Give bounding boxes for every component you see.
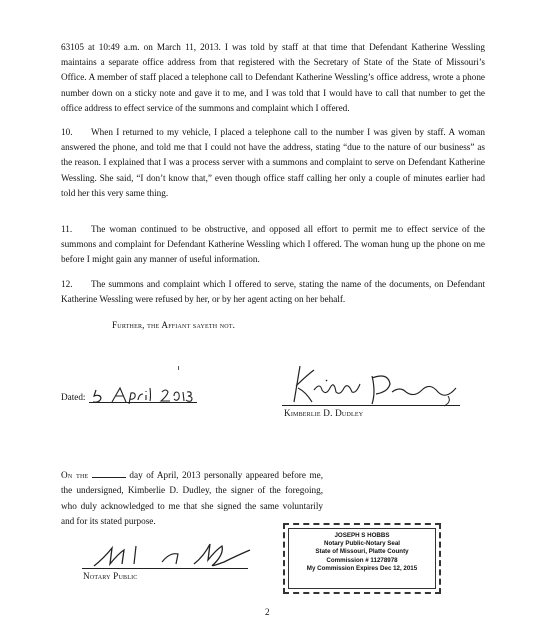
seal-line: Notary Public-Notary Seal	[324, 540, 400, 548]
ink-mark	[178, 366, 179, 370]
notary-seal-content	[288, 528, 436, 589]
seal-line: My Commission Expires Dec 12, 2015	[306, 564, 418, 572]
page-number: 2	[265, 607, 270, 617]
seal-line: Commission # 11278978	[326, 556, 398, 564]
paragraph-text: 63105 at 10:49 a.m. on March 11, 2013. I was told by staff at that time that Defendant Katherine Wessling maintains a separate office address from that registered with the Secretary of State of the State of Missouri’s Office. A member of staff placed a telephone call to Defendant Katherine Wessling’s office address, wrote a phone number down on a sticky note and gave it to me, and I was told that I would have to call that number to get the office address to effect service of the summons and complaint which I offered.	[61, 42, 485, 113]
paragraph-number: 10.	[61, 127, 73, 137]
further-statement: Further, the Affiant sayeth not.	[112, 320, 236, 330]
notary-label: Notary Public	[83, 571, 138, 581]
paragraph-text: The summons and complaint which I offered to serve, stating the name of the documents, on Defendant Katherine Wessling were refused by her, or by her agent acting on her behalf.	[61, 279, 485, 305]
paragraph-continuation	[61, 40, 485, 116]
notary-signature-line	[82, 568, 248, 569]
affiant-name: Kimberlie D. Dudley	[284, 408, 364, 418]
seal-line: JOSEPH S HOBBS	[334, 532, 390, 539]
ack-prefix: On the	[61, 470, 89, 480]
notary-seal-stamp	[283, 523, 441, 594]
affiant-signature-line	[282, 405, 460, 406]
paragraph-number: 11.	[61, 224, 73, 234]
paragraph-11	[61, 222, 485, 268]
seal-line: State of Missouri, Platte County	[315, 548, 409, 556]
paragraph-12	[61, 277, 485, 307]
ack-text: day of April, 2013 personally appeared before me, the undersigned, Kimberlie D. Dudley, the signer of the foregoing, who duly acknowledged to me that she signed the same voluntarily and for its stated purpose.	[61, 470, 323, 527]
paragraph-10	[61, 125, 485, 201]
dated-label: Dated:	[61, 392, 86, 402]
paragraph-text: The woman continued to be obstructive, and opposed all effort to permit me to effect service of the summons and complaint for Defendant Katherine Wessling which I offered. The woman hung up the phone on me before I might gain any manner of useful information.	[61, 224, 485, 265]
affiant-signature	[280, 362, 470, 408]
notary-signature	[90, 534, 260, 570]
day-blank	[92, 468, 126, 478]
dated-underline	[89, 402, 197, 403]
paragraph-text: When I returned to my vehicle, I placed a telephone call to the number I was given by staff. A woman answered the phone, and told me that I could not have the address, stating “due to the nature of our business” as the reason. I explained that I was a process server with a summons and complaint to serve on Defendant Katherine Wessling. She said, “I don’t know that,” even though office staff calling her only a couple of minutes earlier had told her this very same thing.	[61, 127, 485, 198]
paragraph-number: 12.	[61, 279, 73, 289]
notary-acknowledgment	[61, 468, 323, 530]
